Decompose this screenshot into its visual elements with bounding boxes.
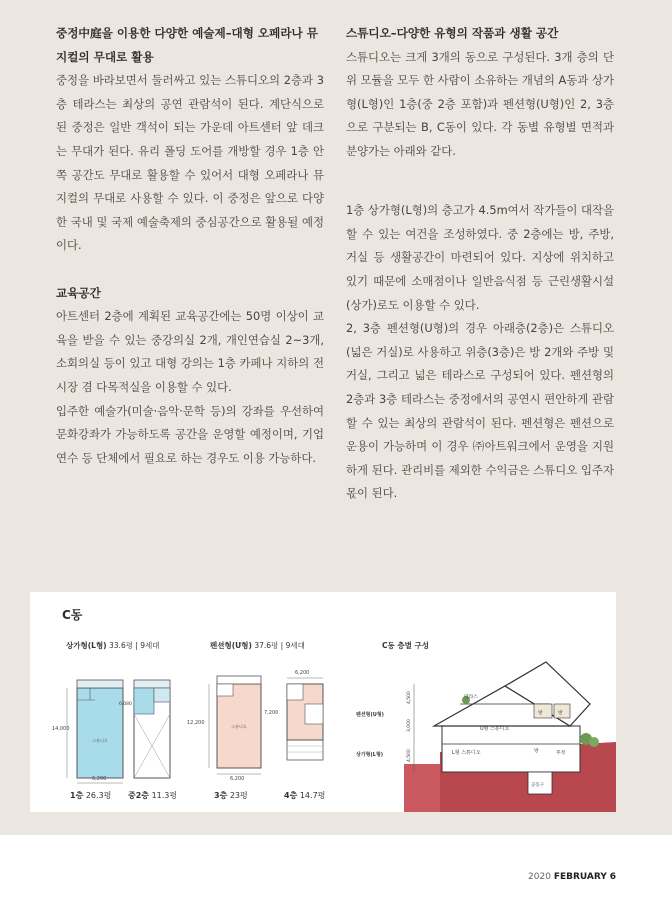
plan-4f-pension <box>264 670 323 760</box>
dim-6080: 6,080 <box>119 702 132 707</box>
plan2-title: 펜션형(U형) <box>210 641 252 650</box>
label-pension: 펜션형(U형) <box>356 712 384 718</box>
label-room-2: 방 <box>558 711 563 716</box>
section-subtitle: C동 층별 구성 <box>382 641 429 650</box>
section-title-courtyard <box>56 22 324 69</box>
label-l-studio: L형 스튜디오 <box>452 750 481 756</box>
label-courtyard: 공동구 <box>531 783 545 788</box>
plan2-meta: 37.6평 | 9세대 <box>254 641 305 650</box>
dim-4500-b: 4,500 <box>407 749 412 762</box>
label-room-3: 방 <box>534 749 539 754</box>
cap-mezzanine: 중2층 11.3평 <box>128 791 178 800</box>
footer-year: 2020 <box>528 872 551 882</box>
cap-3f: 3층 23평 <box>214 791 248 800</box>
dim-12200: 12,200 <box>187 720 205 726</box>
plan-mezzanine <box>119 680 170 778</box>
dim-6200-a: 6,200 <box>92 776 107 782</box>
section-drawing <box>356 662 616 812</box>
section-title-education: 교육공간 <box>56 285 101 300</box>
label-shop: 상가형(L형) <box>356 752 384 758</box>
plan1-meta: 33.6평 | 9세대 <box>109 641 160 650</box>
label-u-studio: U형 스튜디오 <box>480 726 510 732</box>
label-rear-yard: 후정 <box>556 751 566 756</box>
plan-room-label: 스튜디오 <box>92 738 108 743</box>
right-column <box>346 22 614 506</box>
dim-6200-b: 6,200 <box>230 776 245 782</box>
plan-1f-shop <box>52 680 123 783</box>
section-title-line1: 중정中庭을 이용한 다양한 예술제–대형 오페라나 뮤 <box>56 26 318 40</box>
dim-7200: 7,200 <box>264 710 279 716</box>
plan-3f-pension <box>187 676 261 782</box>
section-title-line2: 지컬의 무대로 활용 <box>56 49 154 64</box>
cap-1f: 1층 26.3평 <box>70 791 112 800</box>
plan1-title: 상가형(L형) <box>66 641 107 650</box>
dim-6200-c: 6,200 <box>295 670 310 676</box>
cap-4f: 4층 14.7평 <box>284 791 326 800</box>
label-terrace: 테라스 <box>464 695 478 700</box>
studio-paragraph-2: 1층 상가형(L형)의 층고가 4.5m여서 작가들이 대작을 할 수 있는 여건을 조성하였다. 중 2층에는 방, 주방, 거실 등 생활공간이 마련되어 있다. 지상에 위치하고 있기 때문에 소매점이나 일반음식점 등 근린생활시설(상가)로도 이용할 수 있다. <box>346 203 614 312</box>
page-number: 6 <box>609 872 616 882</box>
dim-4500-a: 4,500 <box>407 691 412 704</box>
page-footer <box>528 872 616 882</box>
dim-14000: 14,000 <box>52 726 70 732</box>
studio-paragraph-1: 스튜디오는 크게 3개의 동으로 구성된다. 3개 층의 단위 모듈을 모두 한 사람이 소유하는 개념의 A동과 상가형(L형)인 1층(중 2층 포함)과 펜션형(U형)인 2, 3층으로 구분되는 B, C동이 있다. 각 동별 유형별 면적과 분양가는 아래와 같다. <box>346 49 614 158</box>
courtyard-paragraph: 중정을 바라보면서 둘러싸고 있는 스튜디오의 2층과 3층 테라스는 최상의 공연 관람석이 된다. 계단식으로 된 중정은 일반 객석이 되는 가운데 아트센터 앞 데크는 무대가 된다. 유리 폴딩 도어를 개방할 경우 1층 안쪽 공간도 무대로 활용할 수 있어서 대형 오페라나 뮤지컬의 무대로 사용할 수 있다. 이 중정은 앞으로 다양한 국내 및 국제 예술축제의 중심공간으로 활용될 예정이다. <box>56 73 324 253</box>
section-title-studio: 스튜디오–다양한 유형의 작품과 생활 공간 <box>346 26 559 40</box>
studio-paragraph-3: 2, 3층 펜션형(U형)의 경우 아래층(2층)은 스튜디오(넓은 거실)로 사용하고 위층(3층)은 방 2개와 주방 및 거실, 그리고 넓은 테라스로 구성되어 있다. 펜션형의 2층과 3층 테라스는 중정에서의 공연시 편안하게 관람할 수 있는 최상의 관람석이 된다. 펜션형은 펜션으로 운용이 가능하며 이 경우 ㈜아트워크에서 운영을 지원하게 된다. 관리비를 제외한 수익금은 스튜디오 입주자 몫이 된다. <box>346 321 614 501</box>
figure-title: C동 <box>62 608 83 622</box>
education-paragraph-2: 입주한 예술가(미술·음악·문학 등)의 강좌를 우선하여 문화강좌가 가능하도록 공간을 운영할 예정이며, 기업연수 등 단체에서 필요로 하는 경우도 이용 가능하다. <box>56 403 324 465</box>
education-paragraph-1: 아트센터 2층에 계획된 교육공간에는 50명 이상이 교육을 받을 수 있는 중강의실 2개, 개인연습실 2~3개, 소회의실 등이 있고 대형 강의는 1층 카페나 지하의 전시장 겸 다목적실을 이용할 수 있다. <box>56 309 324 394</box>
footer-month: FEBRUARY <box>553 872 607 882</box>
building-c-figure <box>30 592 616 812</box>
plan-room-label: 스튜디오 <box>231 724 247 729</box>
dim-3000: 3,000 <box>407 719 412 732</box>
plans-drawing <box>30 592 616 812</box>
label-room-1: 방 <box>538 711 543 716</box>
left-column <box>56 22 324 470</box>
